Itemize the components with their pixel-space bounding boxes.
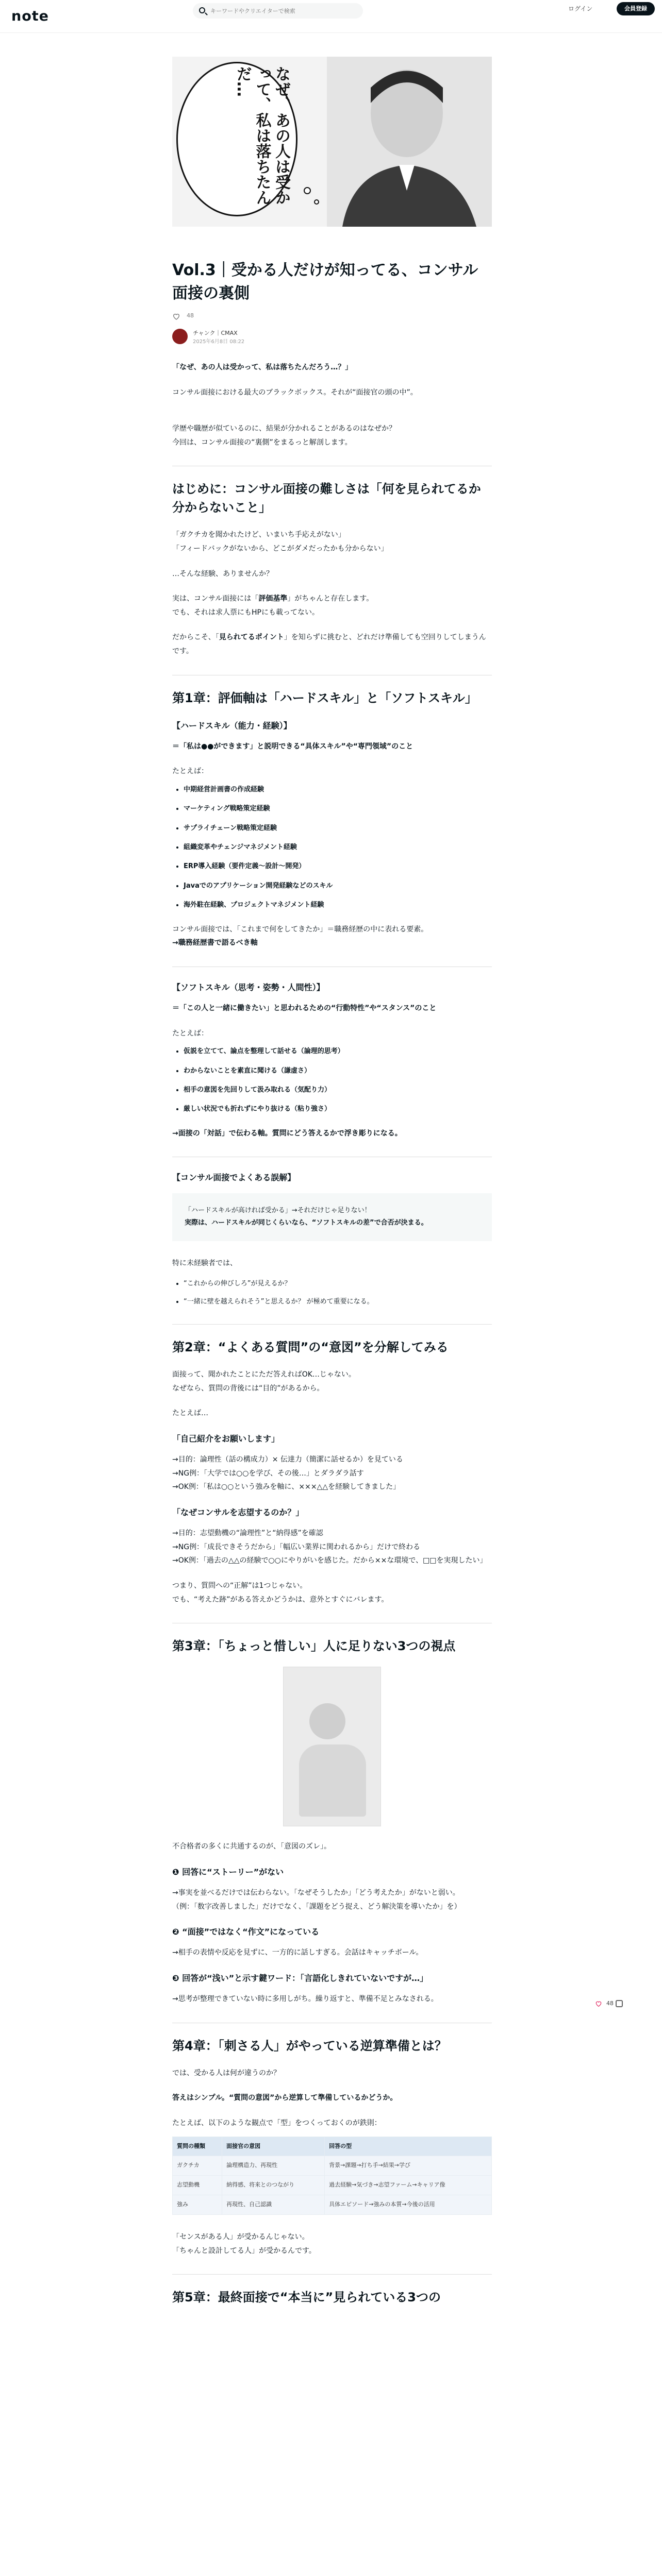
top-header — [0, 0, 662, 33]
author-name[interactable]: チャンク｜CMAX — [193, 330, 238, 336]
paragraph: →目的：論理性（話の構成力）× 伝達力（簡潔に話せるか）を見ている — [172, 1455, 403, 1464]
list-item: • マーケティング戦略策定経験 — [184, 803, 492, 815]
subheading: 「自己紹介をお願いします」 — [172, 1434, 280, 1444]
prep-table — [172, 2137, 492, 2215]
floating-like — [595, 1998, 626, 2010]
table-header-row — [173, 2137, 492, 2156]
subheading: 「なぜコンサルを志望するのか？」 — [172, 1507, 304, 1518]
like-count: 48 — [187, 312, 194, 319]
table-row — [173, 2176, 492, 2195]
paragraph: 特に未経験者では、 — [172, 1259, 237, 1267]
like-count: 48 — [606, 2000, 614, 2007]
section-heading: はじめに：コンサル面接の難しさは「何を見られてるか分からないこと」 — [172, 482, 481, 515]
table-cell: 再現性、自己認識 — [222, 2195, 325, 2215]
like-row — [172, 311, 492, 321]
paragraph: →OK例：「私は○○という強みを軸に、×××△△を経験してきました」 — [172, 1483, 401, 1492]
paragraph: たとえば： — [172, 1029, 208, 1038]
chapter-heading: 第1章：評価軸は「ハードスキル」と「ソフトスキル」 — [172, 690, 477, 705]
chapter-heading: 第5章：最終面接で“本当に”見られている3つの — [172, 2290, 441, 2305]
table-row — [173, 2156, 492, 2176]
table-cell: 背景→課題→打ち手→結果→学び — [325, 2156, 492, 2176]
definition: ＝「この人と一緒に働きたい」と思われるための“行動特性”や“スタンス”のこと — [172, 1004, 437, 1013]
article — [172, 57, 492, 2318]
list-item: • Javaでのアプリケーション開発経験などのスキル — [184, 880, 492, 892]
search-box[interactable] — [193, 3, 363, 19]
paragraph: 答えはシンプル。“質問の意図”から逆算して準備しているかどうか。 — [172, 2094, 398, 2103]
list-item: • 海外駐在経験、プロジェクトマネジメント経験 — [184, 899, 492, 911]
paragraph: だからこそ、「見られてるポイント」を知らずに挑むと、どれだけ準備しても空回りしてしまうんです。 — [172, 633, 486, 655]
paragraph: 不合格者の多くに共通するのが、「意図のズレ」。 — [172, 1842, 331, 1851]
intro-line: 今回は、コンサル面接の“裏側”をまるっと解剖します。 — [172, 438, 352, 447]
intro-lead: 「なぜ、あの人は受かって、私は落ちたんだろう…？」 — [172, 363, 353, 371]
list-item: • “一緒に壁を越えられそう”と思えるか？ が極めて重要になる。 — [184, 1296, 492, 1308]
subheading: ❶ 回答に“ストーリー”がない — [172, 1867, 284, 1877]
quote-line: 実際は、ハードスキルが同じくらいなら、“ソフトスキルの差”で合否が決まる。 — [185, 1219, 428, 1227]
paragraph: コンサル面接では、「これまで何をしてきたか」＝職務経歴の中に表れる要素。 — [172, 925, 428, 934]
table-header: 面接官の意図 — [222, 2137, 325, 2156]
list-item: • わからないことを素直に聞ける（謙虚さ） — [184, 1065, 492, 1077]
subheading: 【コンサル面接でよくある誤解】 — [172, 1173, 296, 1183]
hero-caption: なぜ、あの人は受かって、私は落ちたんだ… — [234, 66, 290, 205]
intro-line: コンサル面接における最大のブラックボックス。それが“面接官の頭の中”。 — [172, 388, 418, 397]
article-title: Vol.3｜受かる人だけが知ってる、コンサル面接の裏側 — [172, 261, 478, 302]
heart-icon[interactable] — [595, 2000, 602, 2007]
paragraph: なぜなら、質問の背後には“目的”があるから。 — [172, 1384, 324, 1393]
divider — [172, 2274, 492, 2275]
share-icon[interactable] — [616, 2000, 623, 2007]
paragraph: 面接って、聞かれたことにただ答えればOK…じゃない。 — [172, 1370, 356, 1379]
login-link[interactable]: ログイン — [568, 5, 593, 12]
quote-line: 「フィードバックがないから、どこがダメだったかも分からない」 — [172, 544, 388, 553]
quote-box — [172, 1193, 492, 1241]
table-cell: 過去経験→気づき→志望ファーム→キャリア像 — [325, 2176, 492, 2195]
paragraph: →思考が整理できていない時に多用しがち。繰り返すと、準備不足とみなされる。 — [172, 1995, 438, 2004]
paragraph: …そんな経験、ありませんか？ — [172, 569, 273, 578]
paragraph: でも、“考えた跡”がある答えかどうかは、意外とすぐにバレます。 — [172, 1595, 389, 1604]
paragraph: →OK例：「過去の△△の経験で○○にやりがいを感じた。だから××な環境で、□□を実現したい」 — [172, 1556, 487, 1565]
paragraph: たとえば： — [172, 767, 208, 776]
list-item: • “これからの伸びしろ”が見えるか？ — [184, 1278, 492, 1290]
paragraph: 「センスがある人」が受かるんじゃない。 — [172, 2233, 309, 2242]
soft-skill-list — [184, 1045, 492, 1115]
author-row — [172, 328, 492, 346]
list-item: • 組織変革やチェンジマネジメント経験 — [184, 841, 492, 853]
subheading: 【ハードスキル（能力・経験）】 — [172, 720, 292, 731]
signup-button[interactable]: 会員登録 — [617, 2, 655, 15]
post-date: 2025年6月8日 08:22 — [193, 339, 245, 345]
table-cell: 論理構造力、再現性 — [222, 2156, 325, 2176]
paragraph: →NG例：「大学では○○を学び、その後…」とダラダラ話す — [172, 1469, 364, 1478]
heart-icon[interactable] — [172, 312, 180, 320]
manga-illustration — [283, 1667, 381, 1826]
search-input[interactable] — [210, 5, 355, 16]
subheading: ❸ 回答が“浅い”と示す鍵ワード：「言語化しきれていないですが…」 — [172, 1973, 428, 1983]
list-item: • 仮説を立てて、論点を整理して話せる（論理的思考） — [184, 1045, 492, 1057]
table-header: 回答の型 — [325, 2137, 492, 2156]
chapter-heading: 第3章：「ちょっと惜しい」人に足りない3つの視点 — [172, 1639, 456, 1654]
paragraph: →NG例：「成長できそうだから」「幅広い業界に関われるから」だけで終わる — [172, 1543, 421, 1551]
paragraph: →目的：志望動機の“論理性”と“納得感”を確認 — [172, 1529, 323, 1538]
avatar[interactable] — [172, 329, 188, 344]
paragraph: →相手の表情や反応を見ずに、一方的に話しすぎる。会話はキャッチボール。 — [172, 1948, 423, 1957]
quote-line: 「ガクチカを聞かれたけど、いまいち手応えがない」 — [172, 531, 345, 539]
intro-line: 学歴や職歴が似ているのに、結果が分かれることがあるのはなぜか？ — [172, 425, 396, 433]
subheading: 【ソフトスキル（思考・姿勢・人間性）】 — [172, 982, 325, 992]
paragraph: →事実を並べるだけでは伝わらない。「なぜそうしたか」「どう考えたか」がないと弱い。 — [172, 1888, 460, 1897]
list-item: • サプライチェーン戦略策定経験 — [184, 822, 492, 834]
subheading: ❷ “面接”ではなく“作文”になっている — [172, 1927, 320, 1937]
paragraph: では、受かる人は何が違うのか？ — [172, 2069, 280, 2077]
divider — [172, 1324, 492, 1325]
paragraph: たとえば、以下のような観点で「型」をつくっておくのが鉄則： — [172, 2119, 382, 2127]
note-logo[interactable]: note — [11, 8, 49, 24]
paragraph: つまり、質問への“正解”は1つじゃない。 — [172, 1582, 307, 1590]
search-icon — [199, 7, 205, 13]
hard-skill-list — [184, 784, 492, 911]
chapter-heading: 第4章：「刺さる人」がやっている逆算準備とは？ — [172, 2038, 447, 2053]
paragraph: 実は、コンサル面接には「評価基準」がちゃんと存在します。 — [172, 595, 374, 603]
article-body — [172, 361, 492, 2307]
definition: ＝「私は●●ができます」と説明できる“具体スキル”や“専門領域”のこと — [172, 742, 413, 751]
table-cell: 強み — [173, 2195, 222, 2215]
table-cell: 具体エピソード→強みの本質→今後の活用 — [325, 2195, 492, 2215]
quote-line: 「ハードスキルが高ければ受かる」→それだけじゃ足りない！ — [185, 1206, 371, 1214]
table-cell: 志望動機 — [173, 2176, 222, 2195]
list-item: • ERP導入経験（要件定義〜設計〜開発） — [184, 860, 492, 872]
table-row — [173, 2195, 492, 2215]
list-item: • 中期経営計画書の作成経験 — [184, 784, 492, 795]
paragraph: →職務経歴書で語るべき軸 — [172, 939, 258, 947]
paragraph: たとえば… — [172, 1409, 208, 1418]
paragraph: （例：「数字改善しました」だけでなく、「課題をどう捉え、どう解決策を導いたか」を） — [172, 1902, 461, 1911]
chapter-heading: 第2章：“よくある質問”の“意図”を分解してみる — [172, 1340, 449, 1355]
paragraph: でも、それは求人票にもHPにも載ってない。 — [172, 608, 319, 617]
hero-image — [172, 57, 492, 227]
paragraph: →面接の「対話」で伝わる軸。質問にどう答えるかで浮き彫りになる。 — [172, 1129, 402, 1138]
table-header: 質問の種類 — [173, 2137, 222, 2156]
list-item: • 厳しい状況でも折れずにやり抜ける（粘り強さ） — [184, 1103, 492, 1115]
table-cell: 納得感、将来とのつながり — [222, 2176, 325, 2195]
paragraph: 「ちゃんと設計してる人」が受かるんです。 — [172, 2246, 316, 2255]
new-grad-list — [184, 1278, 492, 1308]
list-item: • 相手の意図を先回りして汲み取れる（気配り力） — [184, 1084, 492, 1096]
table-cell: ガクチカ — [173, 2156, 222, 2176]
